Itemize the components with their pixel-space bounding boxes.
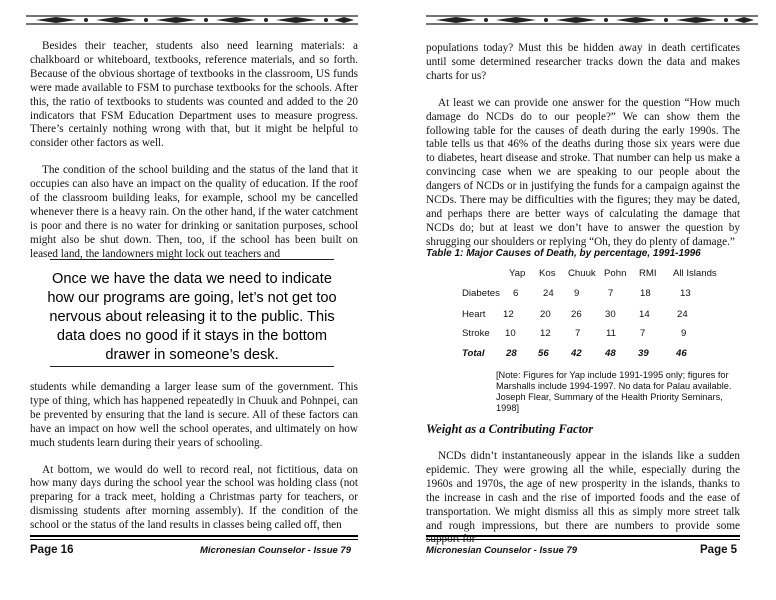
table-cell: 9 [681, 328, 687, 339]
table-cell: 26 [571, 309, 582, 320]
table-note: [Note: Figures for Yap include 1991-1995 only; figures for Marshalls include 1994-1997. No data for Palau available. Joseph Flear, Summary of the Health Priority Seminars, 1998] [496, 370, 732, 413]
table-cell: 14 [639, 309, 650, 320]
table-header: Yap [509, 268, 526, 279]
paragraph: Besides their teacher, students also need learning materials: a chalkboard or whiteboard, textbooks, reference materials, and so forth. Because of the obvious shortage of textbooks in the classroom, US funds were made available to FSM to purchase textbooks for the schools. After this, the ratio of textbooks to students was counted and added to the 20 indicators that FSM Education Department uses to measure progress. There’s certainly nothing wrong with that, but it might be helpful to consider other factors as well. [30, 40, 358, 150]
footer-rule [426, 535, 740, 537]
table-cell: 48 [605, 348, 616, 359]
table-cell: 12 [503, 309, 514, 320]
footer-rule [30, 539, 358, 540]
table-header: Pohn [604, 268, 627, 279]
table-cell: 24 [543, 288, 554, 299]
page-number: Page 16 [30, 544, 74, 556]
section-heading: Weight as a Contributing Factor [426, 422, 594, 436]
paragraph: The condition of the school building and the status of the land that it occupies can also have an impact on the quality of education. If the roof of the classroom building leaks, for example, school my be cancelled whenever there is a heavy rain. On the other hand, if the water catchment is poor and there is no water for drinking or sanitation purposes, school might also be shut down. Then, too, if the school has been built on leased land, the landowners might lock out teachers and [30, 164, 358, 260]
table-row-label: Diabetes [462, 288, 500, 299]
pullquote-rule-bottom [50, 366, 334, 367]
table-cell: 12 [540, 328, 551, 339]
table-cell: 20 [540, 309, 551, 320]
table-cell: 18 [640, 288, 651, 299]
paragraph: At bottom, we would do well to record real, not fictitious, data on how many days during the school year the school was holding class (not preparing for a track meet, holding a Christmas party for teachers, or dismissing students after morning assembly). If the condition of the school or the status of the land results in classes being called off, then [30, 463, 358, 532]
table-cell: 39 [638, 348, 649, 359]
table-header: Chuuk [568, 268, 596, 279]
table-cell: 56 [538, 348, 549, 359]
paragraph: populations today? Must this be hidden away in death certificates until some determined researcher tracks down the data and makes charts for us? [426, 42, 740, 82]
table-cell: 46 [676, 348, 687, 359]
table-header: All Islands [673, 268, 717, 279]
table-cell: 10 [505, 328, 516, 339]
table-cell: 9 [574, 288, 580, 299]
decorative-border-icon [26, 12, 358, 28]
table-row-label: Heart [462, 309, 486, 320]
table-cell: 6 [513, 288, 519, 299]
page-number: Page 5 [700, 544, 738, 556]
right-body-bottom [426, 450, 740, 547]
pullquote-rule-top [50, 259, 334, 260]
table-cell: 13 [680, 288, 691, 299]
table-cell: 42 [571, 348, 582, 359]
table-cell: 28 [506, 348, 517, 359]
paragraph: students while demanding a larger lease sum of the government. This type of thing, which has happened repeatedly in Chuuk and Pohnpei, can be prevented by ensuring that the land is secure. All of these factors can have an impact on how well the school operates, and ultimately on how much students learn during their years of schooling. [30, 381, 358, 449]
table-cell: 7 [575, 328, 581, 339]
table-cell: 7 [608, 288, 614, 299]
publication-title: Micronesian Counselor - Issue 79 [426, 545, 577, 556]
table-cell: 7 [640, 328, 646, 339]
left-body-bottom [30, 381, 358, 533]
table-row-label: Total [462, 348, 485, 359]
paragraph: NCDs didn’t instantaneously appear in the islands like a sudden epidemic. They were growing all the while, especially during the 1960s and 1970s, the age of new prosperity in the islands, thanks to the increase in cash and the rise of imported foods and the ease of transportation. We might dismiss all this as simply more street talk and rough impressions, but there are numbers to provide some support for [426, 450, 740, 546]
publication-title: Micronesian Counselor - Issue 79 [200, 545, 351, 556]
footer-rule [426, 539, 740, 540]
decorative-border-icon [426, 12, 758, 28]
table-row-label: Stroke [462, 328, 490, 339]
table-cell: 24 [677, 309, 688, 320]
right-body-top [426, 42, 740, 250]
table-cell: 11 [606, 328, 616, 339]
left-body-top [30, 40, 358, 262]
table-header: Kos [539, 268, 556, 279]
paragraph: At least we can provide one answer for the question “How much damage do NCDs do to our people?” We can show them the following table for the causes of death during the early 1990s. The table tells us that 46% of the deaths during those six years were due to diabetes, heart disease and stroke. That number can help us make a convincing case when we are speaking to our people about the dangers of NCDs or in justifying the funds for a campaign against the NCDs. There may be difficulties with the figures; they may be dated, and perhaps there are better ways of calculating the damage that NCDs do; but at least we don’t have to answer the question by shrugging our shoulders or replying “Oh, they do plenty of damage.” [426, 96, 740, 248]
pullquote: Once we have the data we need to indicate how our programs are going, let’s not get too nervous about releasing it to the public. This data does no good if it stays in the bottom drawer in someone’s desk. [47, 271, 337, 363]
table-cell: 30 [605, 309, 616, 320]
table-header: RMI [639, 268, 657, 279]
table-title: Table 1: Major Causes of Death, by percentage, 1991-1996 [426, 248, 701, 259]
footer-rule [30, 535, 358, 537]
